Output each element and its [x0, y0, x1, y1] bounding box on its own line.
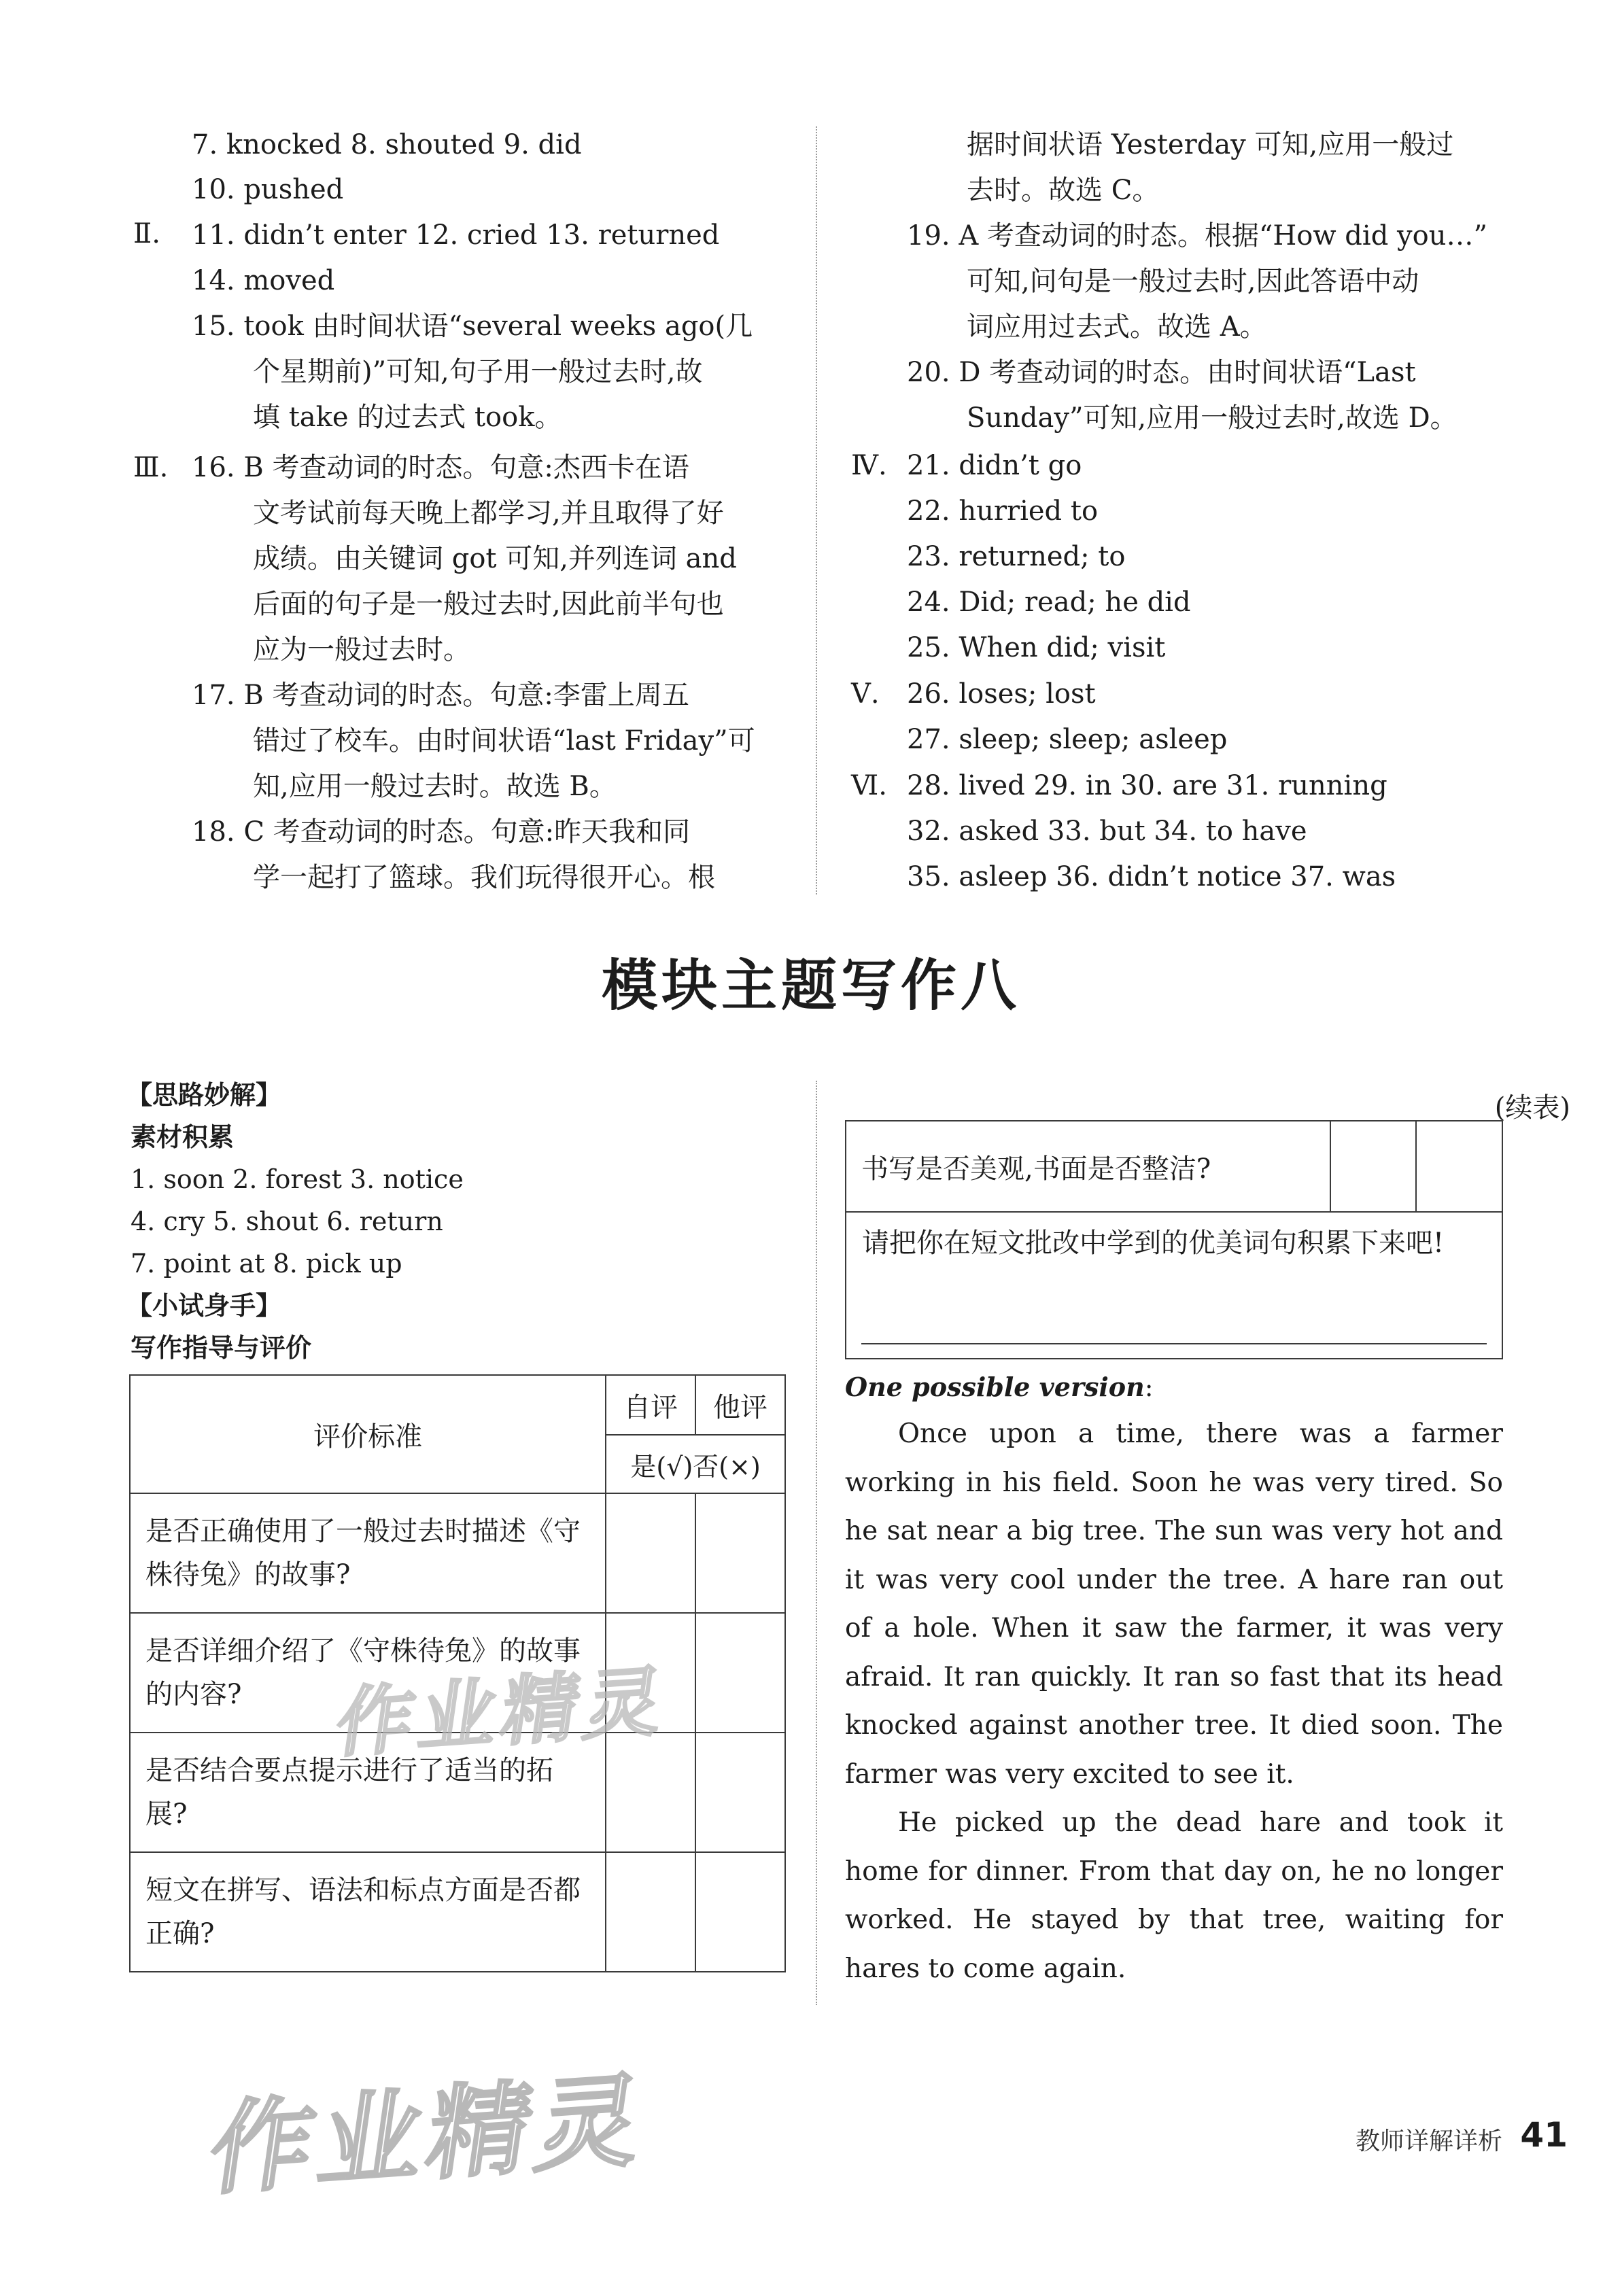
answer-line: 26. loses; lost	[907, 678, 1096, 710]
essay-label-colon: :	[1144, 1372, 1154, 1402]
answer-line: 应为一般过去时。	[253, 634, 470, 665]
heading-material-accumulation: 素材积累	[131, 1122, 235, 1152]
answer-line: 16. B 考查动词的时态。句意:杰西卡在语	[192, 452, 689, 483]
answer-line: 21. didn’t go	[907, 450, 1082, 481]
roman-numeral-6: Ⅵ.	[851, 770, 887, 801]
peer-eval-cell[interactable]	[695, 1613, 785, 1733]
column-divider-bottom	[816, 1081, 817, 2005]
self-eval-header: 自评	[606, 1375, 695, 1435]
notes-row	[846, 1212, 1502, 1359]
answer-line: 成绩。由关键词 got 可知,并列连词 and	[253, 543, 737, 574]
peer-eval-cell[interactable]	[695, 1733, 785, 1852]
answer-line: 词应用过去式。故选 A。	[967, 311, 1267, 343]
answer-line: 去时。故选 C。	[967, 175, 1160, 206]
answer-line: 错过了校车。由时间状语“last Friday”可	[253, 725, 755, 756]
yes-no-legend: 是(√)否(×)	[606, 1435, 785, 1493]
criteria-header: 评价标准	[130, 1375, 606, 1493]
notes-prompt: 请把你在短文批改中学到的优美词句积累下来吧!	[862, 1228, 1445, 1259]
essay-paragraph-1: Once upon a time, there was a farmer working in his field. Soon he was very tired. So he sat near a big tree. The sun was very hot and it was very cool under the tree. A hare ran out of a hole. When it saw the farmer, it was very afraid. It ran quickly. It ran so fast that its head knocked against another tree. It died soon. The farmer was very excited to see it.	[845, 1419, 1503, 1790]
self-eval-cell[interactable]	[606, 1493, 695, 1613]
peer-eval-header: 他评	[695, 1375, 785, 1435]
answer-line: 10. pushed	[192, 174, 344, 205]
page-number: 41	[1520, 2115, 1568, 2155]
neatness-criteria: 书写是否美观,书面是否整洁?	[846, 1121, 1330, 1212]
answer-line: 17. B 考查动词的时态。句意:李雷上周五	[192, 680, 689, 711]
material-line: 7. point at 8. pick up	[131, 1249, 402, 1279]
answer-line: 35. asleep 36. didn’t notice 37. was	[907, 861, 1396, 892]
answer-line: 15. took 由时间状语“several weeks ago(几	[192, 311, 753, 342]
essay-label	[845, 1372, 1154, 1402]
watermark-text: 作业精灵	[330, 1657, 674, 1769]
answer-line: 个星期前)”可知,句子用一般过去时,故	[253, 356, 703, 387]
answer-line: 27. sleep; sleep; asleep	[907, 724, 1228, 755]
criteria-text: 是否详细介绍了《守株待兔》的故事的内容?	[145, 1635, 581, 1710]
answer-line: 24. Did; read; he did	[907, 587, 1191, 618]
essay-paragraph-2: He picked up the dead hare and took it home for dinner. From that day on, he no longer worked. He stayed by that tree, waiting for hares to come again.	[845, 1807, 1503, 1984]
answer-line: 22. hurried to	[907, 495, 1099, 527]
answer-line: 19. A 考查动词的时态。根据“How did you…”	[907, 220, 1487, 251]
answer-line: 25. When did; visit	[907, 632, 1166, 663]
sample-essay	[845, 1410, 1503, 1993]
continued-label: (续表)	[1494, 1092, 1570, 1124]
answer-line: 11. didn’t enter 12. cried 13. returned	[192, 220, 720, 251]
criteria-text: 是否结合要点提示进行了适当的拓展?	[145, 1755, 553, 1830]
footer-label: 教师详解详析	[1355, 2127, 1502, 2155]
answer-line: 据时间状语 Yesterday 可知,应用一般过	[967, 129, 1454, 160]
peer-eval-cell[interactable]	[1416, 1121, 1502, 1212]
heading-practice: 【小试身手】	[126, 1291, 282, 1321]
material-line: 1. soon 2. forest 3. notice	[131, 1164, 464, 1194]
answer-line: 填 take 的过去式 took。	[253, 402, 562, 433]
answer-line: 知,应用一般过去时。故选 B。	[253, 771, 617, 802]
peer-eval-cell[interactable]	[695, 1493, 785, 1613]
self-eval-cell[interactable]	[1330, 1121, 1417, 1212]
heading-idea-analysis: 【思路妙解】	[126, 1080, 282, 1110]
answer-line: 后面的句子是一般过去时,因此前半句也	[253, 589, 724, 620]
notes-writing-line[interactable]	[861, 1343, 1487, 1344]
criteria-row-4	[130, 1852, 606, 1972]
continued-table	[845, 1120, 1503, 1359]
roman-numeral-5: Ⅴ.	[851, 678, 880, 710]
essay-label-text: One possible version	[845, 1372, 1145, 1402]
answer-line: 可知,问句是一般过去时,因此答语中动	[967, 266, 1419, 297]
criteria-text: 短文在拼写、语法和标点方面是否都正确?	[145, 1875, 581, 1949]
answer-line: 23. returned; to	[907, 541, 1126, 572]
answer-line: Sunday”可知,应用一般过去时,故选 D。	[967, 402, 1457, 434]
answer-line: 7. knocked 8. shouted 9. did	[192, 129, 582, 160]
material-line: 4. cry 5. shout 6. return	[131, 1206, 443, 1236]
answer-line: 20. D 考查动词的时态。由时间状语“Last	[907, 357, 1416, 388]
peer-eval-cell[interactable]	[695, 1852, 785, 1972]
answer-line: 28. lived 29. in 30. are 31. running	[907, 770, 1387, 801]
criteria-text: 是否正确使用了一般过去时描述《守株待兔》的故事?	[145, 1516, 581, 1590]
answer-line: 学一起打了篮球。我们玩得很开心。根	[253, 862, 715, 893]
self-eval-cell[interactable]	[606, 1852, 695, 1972]
watermark-text: 作业精灵	[202, 2062, 655, 2210]
section-title: 模块主题写作八	[601, 954, 1020, 1018]
roman-numeral-4: Ⅳ.	[851, 450, 887, 481]
roman-numeral-2: Ⅱ.	[133, 218, 160, 249]
answer-line: 32. asked 33. but 34. to have	[907, 816, 1307, 847]
roman-numeral-3: Ⅲ.	[133, 452, 169, 483]
answer-line: 文考试前每天晚上都学习,并且取得了好	[253, 498, 724, 529]
column-divider-top	[816, 126, 817, 894]
criteria-row-1	[130, 1493, 606, 1613]
answer-line: 18. C 考查动词的时态。句意:昨天我和同	[192, 816, 691, 848]
heading-writing-guide: 写作指导与评价	[131, 1333, 312, 1363]
answer-line: 14. moved	[192, 265, 335, 296]
